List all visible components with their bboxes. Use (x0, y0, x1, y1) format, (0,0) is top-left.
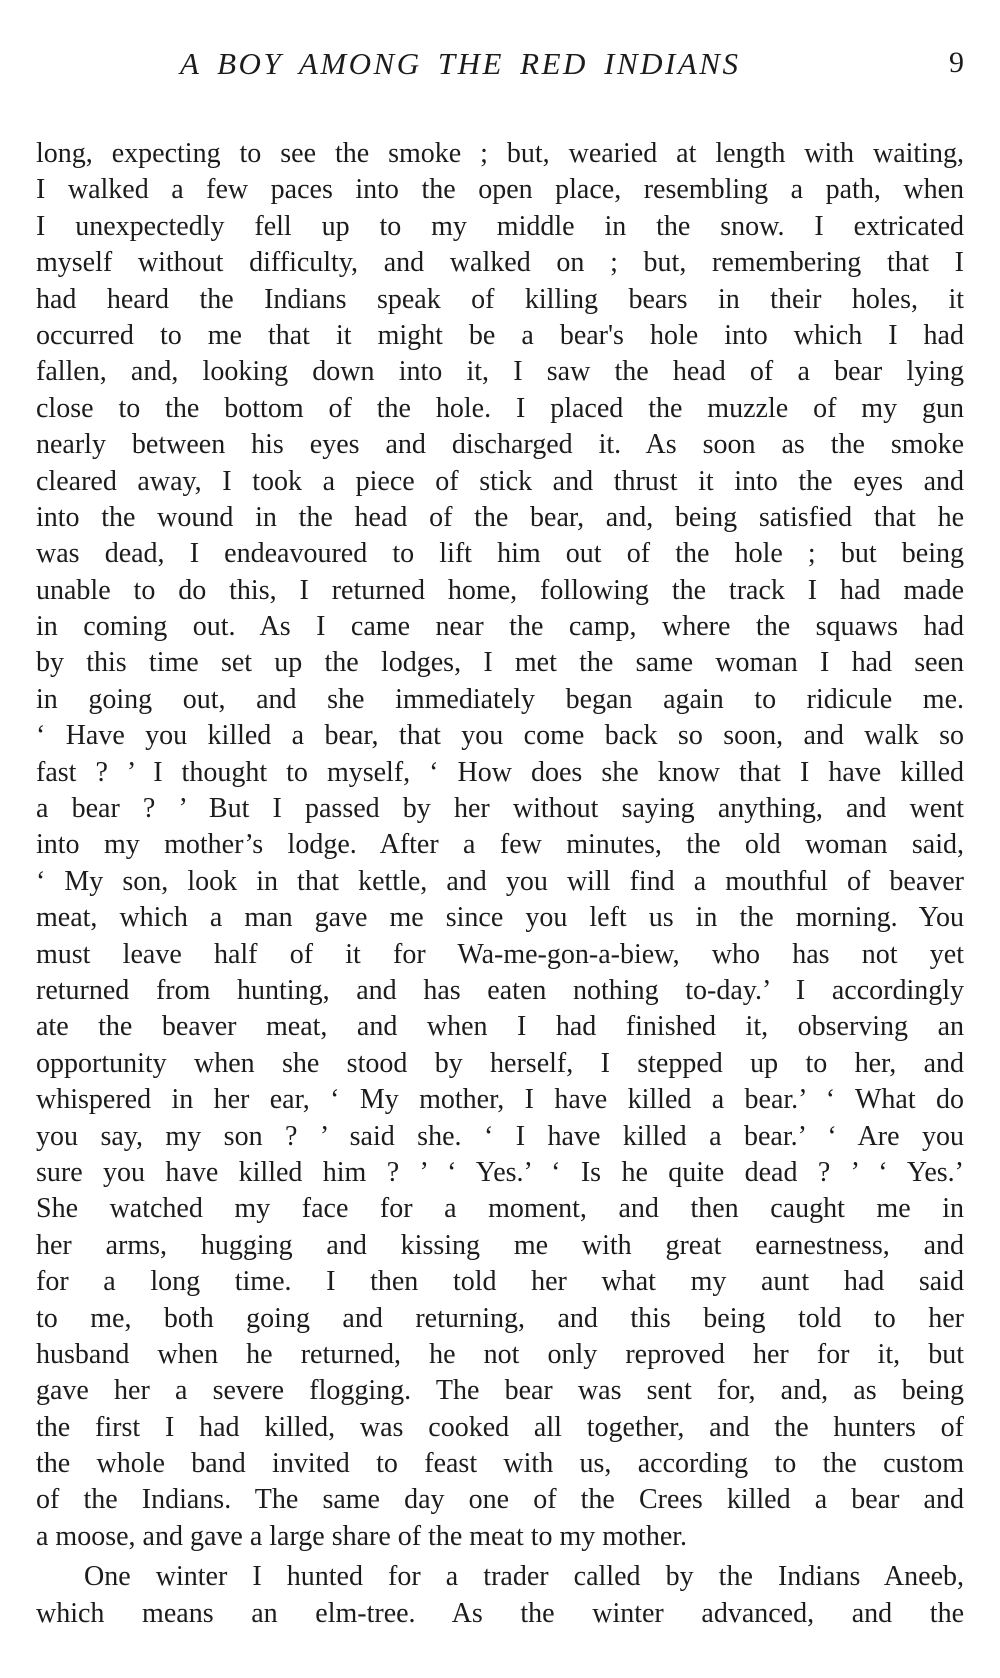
text-line: ate the beaver meat, and when I had finished it, observing an (36, 1011, 964, 1043)
paragraph (36, 1559, 964, 1632)
text-line: ‘ My son, look in that kettle, and you will find a mouthful of beaver (36, 865, 964, 897)
page-number: 9 (949, 46, 964, 79)
text-line: sure you have killed him ? ’ ‘ Yes.’ ‘ Is he quite dead ? ’ ‘ Yes.’ (36, 1156, 964, 1188)
running-head (36, 40, 964, 88)
text-line: I unexpectedly fell up to my middle in the snow. I extricated (36, 210, 964, 242)
text-line: meat, which a man gave me since you left us in the morning. You (36, 902, 964, 934)
text-line: a moose, and gave a large share of the meat to my mother. (36, 1520, 688, 1552)
text-line: long, expecting to see the smoke ; but, wearied at length with waiting, (36, 138, 964, 169)
text-line: occurred to me that it might be a bear's hole into which I had (36, 319, 964, 351)
text-line: unable to do this, I returned home, following the track I had made (36, 574, 964, 606)
text-line: to me, both going and returning, and this being told to her (36, 1302, 964, 1334)
paragraph (36, 136, 964, 1555)
text-line: was dead, I endeavoured to lift him out of the hole ; but being (36, 538, 964, 570)
text-line: had heard the Indians speak of killing bears in their holes, it (36, 283, 964, 315)
text-line: must leave half of it for Wa-me-gon-a-biew, who has not yet (36, 938, 964, 970)
text-line: myself without difficulty, and walked on ; but, remembering that I (36, 247, 964, 279)
text-line: a bear ? ’ But I passed by her without saying anything, and went (36, 793, 964, 825)
text-line: in coming out. As I came near the camp, where the squaws had (36, 611, 964, 643)
text-line: fallen, and, looking down into it, I saw the head of a bear lying (36, 356, 964, 388)
text-line: She watched my face for a moment, and then caught me in (36, 1193, 964, 1225)
text-line: for a long time. I then told her what my aunt had said (36, 1266, 964, 1298)
text-line: nearly between his eyes and discharged it. As soon as the smoke (36, 429, 964, 461)
text-line: cleared away, I took a piece of stick and thrust it into the eyes and (36, 465, 964, 497)
text-line: gave her a severe flogging. The bear was sent for, and, as being (36, 1375, 964, 1407)
text-line: returned from hunting, and has eaten nothing to-day.’ I accordingly (36, 974, 964, 1006)
book-page (36, 40, 964, 1632)
text-line: ‘ Have you killed a bear, that you come back so soon, and walk so (36, 720, 964, 752)
text-line: of the Indians. The same day one of the Crees killed a bear and (36, 1484, 964, 1516)
text-line: into the wound in the head of the bear, and, being satisfied that he (36, 501, 964, 533)
text-line: the first I had killed, was cooked all together, and the hunters of (36, 1411, 964, 1443)
text-line: by this time set up the lodges, I met the same woman I had seen (36, 647, 964, 679)
text-line: opportunity when she stood by herself, I stepped up to her, and (36, 1047, 964, 1079)
text-line: into my mother’s lodge. After a few minutes, the old woman said, (36, 829, 964, 861)
text-line: fast ? ’ I thought to myself, ‘ How does she know that I have killed (36, 756, 964, 788)
running-title: A BOY AMONG THE RED INDIANS (180, 46, 741, 81)
text-line: her arms, hugging and kissing me with great earnestness, and (36, 1229, 964, 1261)
text-line: husband when he returned, he not only reproved her for it, but (36, 1338, 964, 1370)
text-line: you say, my son ? ’ said she. ‘ I have killed a bear.’ ‘ Are you (36, 1120, 964, 1152)
text-line: close to the bottom of the hole. I placed the muzzle of my gun (36, 392, 964, 424)
text-line: in going out, and she immediately began again to ridicule me. (36, 683, 964, 715)
text-line: One winter I hunted for a trader called by the Indians Aneeb, (84, 1561, 964, 1593)
text-line: whispered in her ear, ‘ My mother, I have killed a bear.’ ‘ What do (36, 1084, 964, 1116)
text-line: I walked a few paces into the open place, resembling a path, when (36, 174, 964, 206)
text-line: which means an elm-tree. As the winter advanced, and the (36, 1597, 964, 1629)
text-line: the whole band invited to feast with us, according to the custom (36, 1448, 964, 1480)
body-text (36, 136, 964, 1632)
